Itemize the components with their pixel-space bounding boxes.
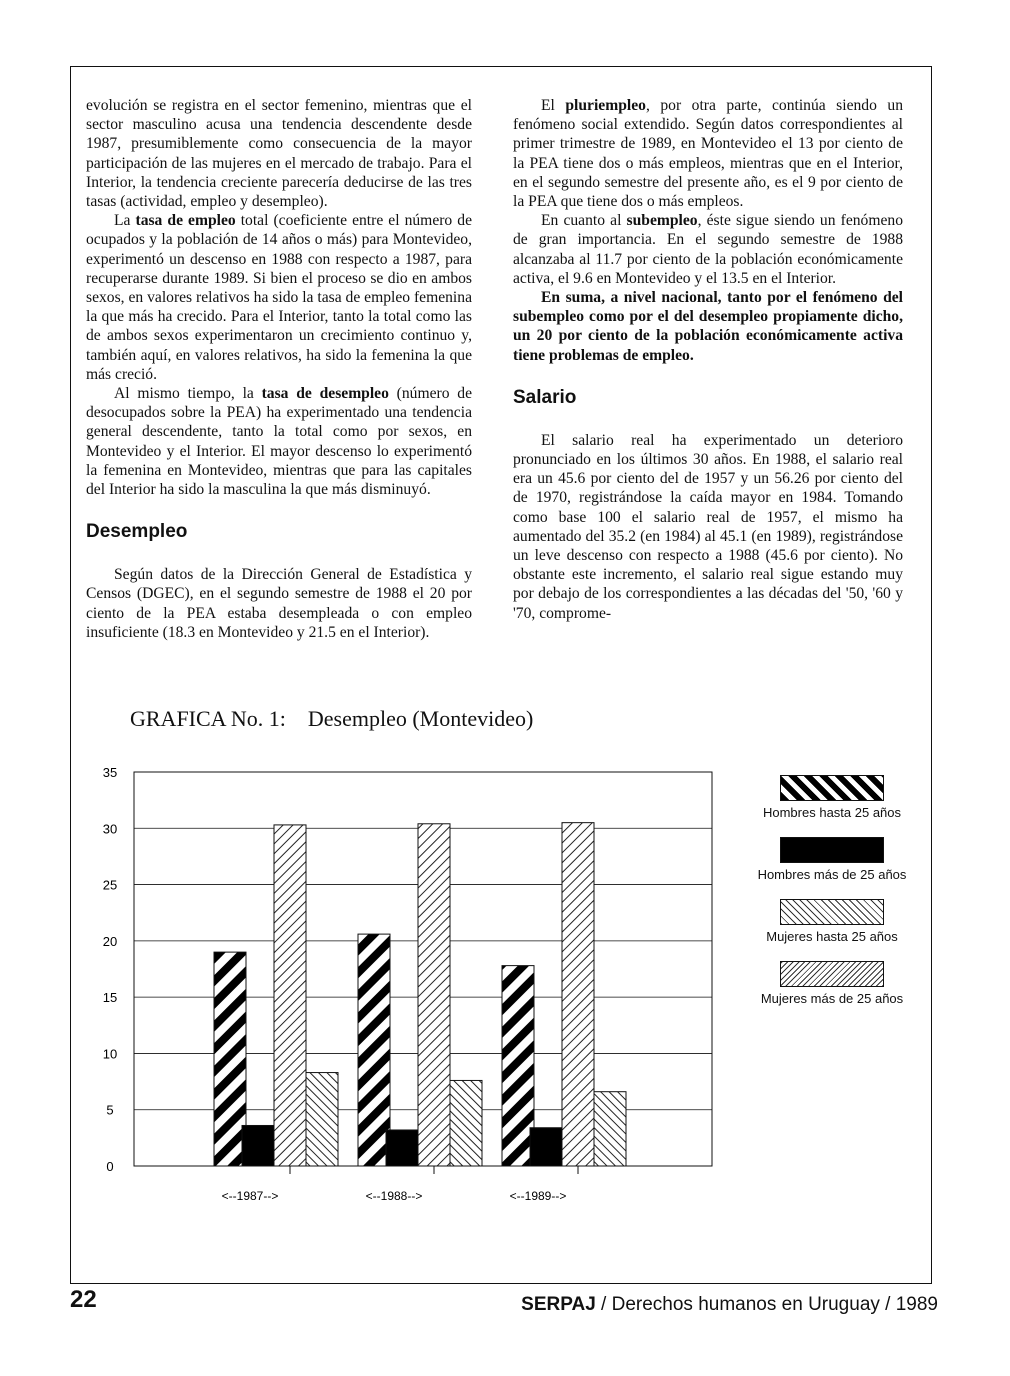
x-tick-label: <--1989--> — [509, 1189, 567, 1203]
text-span: El — [541, 97, 566, 114]
bar-chart — [90, 760, 730, 1270]
graph-subtitle: Desempleo (Montevideo) — [307, 706, 534, 731]
section-heading: Desempleo — [86, 521, 188, 543]
graph-title — [130, 706, 533, 732]
bar — [418, 824, 450, 1166]
bold-term: tasa de empleo — [135, 212, 236, 230]
paragraph — [513, 96, 903, 211]
legend-item — [732, 775, 932, 837]
graph-label: GRAFICA No. 1: — [130, 706, 286, 731]
bar — [242, 1125, 274, 1166]
text-span: , éste sigue siendo un fenómeno de gran importancia. En el segundo semestre de 1988 alcanzaba al 11.7 por ciento de la población económicamente activa, el 9.6 en Montevideo y el 13.5 en el Interior. — [513, 212, 903, 287]
text-span: Al mismo tiempo, la — [114, 385, 262, 403]
bar — [306, 1073, 338, 1166]
footer-text: / Derechos humanos en Uruguay / 1989 — [595, 1294, 938, 1315]
paragraph — [513, 211, 903, 288]
x-tick-label: <--1987--> — [221, 1189, 279, 1203]
bar — [562, 823, 594, 1166]
y-tick-label: 10 — [102, 1046, 118, 1062]
legend-label: Hombres más de 25 años — [757, 867, 907, 882]
legend-swatch — [780, 899, 884, 925]
legend-swatch — [780, 961, 884, 987]
text-span: , por otra parte, continúa siendo un fenómeno social extendido. Según datos correspondientes al primer trimestre de 1989, en Montevideo el 13 por ciento de la PEA tiene dos o más empleos, mientras que en el Interior, en el segundo semestre del presente año, es el 9 por ciento de la PEA que tiene dos o más empleos. — [513, 97, 903, 211]
paragraph — [513, 288, 903, 365]
bold-term: subempleo — [626, 212, 698, 230]
y-tick-label: 20 — [102, 933, 118, 949]
y-tick-label: 5 — [106, 1102, 114, 1118]
bar — [502, 966, 534, 1166]
text-span: En cuanto al — [541, 212, 627, 230]
bold-term: pluriempleo — [565, 97, 646, 114]
paragraph: Según datos de la Dirección General de Estadística y Censos (DGEC), en el segundo semestre de 1988 el 20 por ciento de la PEA estaba desempleada o con empleo insuficiente (18.3 en Montevideo y 21.5 en el Interior). — [86, 566, 472, 641]
legend-label: Mujeres hasta 25 años — [766, 929, 898, 944]
legend-label: Mujeres más de 25 años — [760, 991, 904, 1006]
left-column — [86, 96, 472, 642]
publisher-name: SERPAJ — [521, 1294, 596, 1315]
y-tick-label: 25 — [102, 877, 118, 893]
y-tick-label: 35 — [102, 765, 118, 780]
legend-item — [732, 899, 932, 961]
y-tick-label: 0 — [106, 1159, 114, 1174]
paragraph — [86, 211, 472, 384]
x-tick-label: <--1988--> — [365, 1189, 423, 1203]
bar — [594, 1092, 626, 1166]
text-span: (número de desocupados sobre la PEA) ha experimentado una tendencia general descendente, tanto la total como por sexos, en Montevideo y el Interior. El mayor descenso lo experimentó la femenina en Montevideo, mientras que para las capitales del Interior ha sido la masculina la que más disminuyó. — [86, 385, 472, 499]
running-footer — [521, 1294, 938, 1316]
bar — [274, 825, 306, 1166]
legend-item — [732, 961, 932, 1023]
bold-summary: En suma, a nivel nacional, tanto por el fenómeno del subempleo como por el del desempleo propiamente dicho, un 20 por ciento de la población económicamente activa tiene problemas de empleo. — [513, 289, 903, 364]
text-span: La — [114, 212, 136, 230]
legend-label: Hombres hasta 25 años — [762, 805, 902, 820]
y-tick-label: 30 — [102, 821, 118, 837]
text-span: total (coeficiente entre el número de ocupados y la población de 14 años o más) para Montevideo, experimentó un descenso en 1988 con respecto a 1987, para recuperarse durante 1989. Si bien el proceso se dio en ambos sexos, en valores relativos ha sido la tasa de empleo femenina la que más ha crecido. Para el Interior, tanto la total como las de ambos sexos experimentaron un crecimiento continuo y, también aquí, en valores relativos, ha sido la femenina la que más creció. — [86, 212, 472, 383]
y-tick-label: 15 — [102, 990, 118, 1006]
page-number: 22 — [70, 1286, 97, 1313]
paragraph: El salario real ha experimentado un deterioro pronunciado en los últimos 30 años. En 1988, el salario real era un 45.6 por ciento del de 1957 y un 56.26 por ciento del de 1970, registrándose la caída mayor en 1984. Tomando como base 100 el salario real de 1957, el mismo ha aumentado del 35.2 (en 1984) al 45.1 (en 1989), registrándose un leve descenso con respecto a 1988 (45.6 por ciento). No obstante este incremento, el salario real sigue estando muy por debajo de los correspondientes a las décadas del '50, '60 y '70, comprome- — [513, 431, 903, 622]
paragraph — [86, 384, 472, 499]
legend-swatch — [780, 775, 884, 801]
bar — [358, 934, 390, 1166]
legend-item — [732, 837, 932, 899]
bar — [450, 1080, 482, 1166]
legend-swatch — [780, 837, 884, 863]
chart-legend — [732, 775, 932, 1023]
bold-term: tasa de desempleo — [261, 385, 389, 403]
bar — [530, 1128, 562, 1166]
bar — [214, 952, 246, 1166]
right-column — [513, 96, 903, 623]
bar — [386, 1130, 418, 1166]
section-heading: Salario — [513, 386, 577, 408]
paragraph: evolución se registra en el sector femenino, mientras que el sector masculino acusa una tendencia descendente desde 1987, presumiblemente como consecuencia de la mayor participación de las mujeres en el mercado de trabajo. Para el Interior, la tendencia creciente parecería deducirse de las tres tasas (actividad, empleo y desempleo). — [86, 97, 472, 211]
